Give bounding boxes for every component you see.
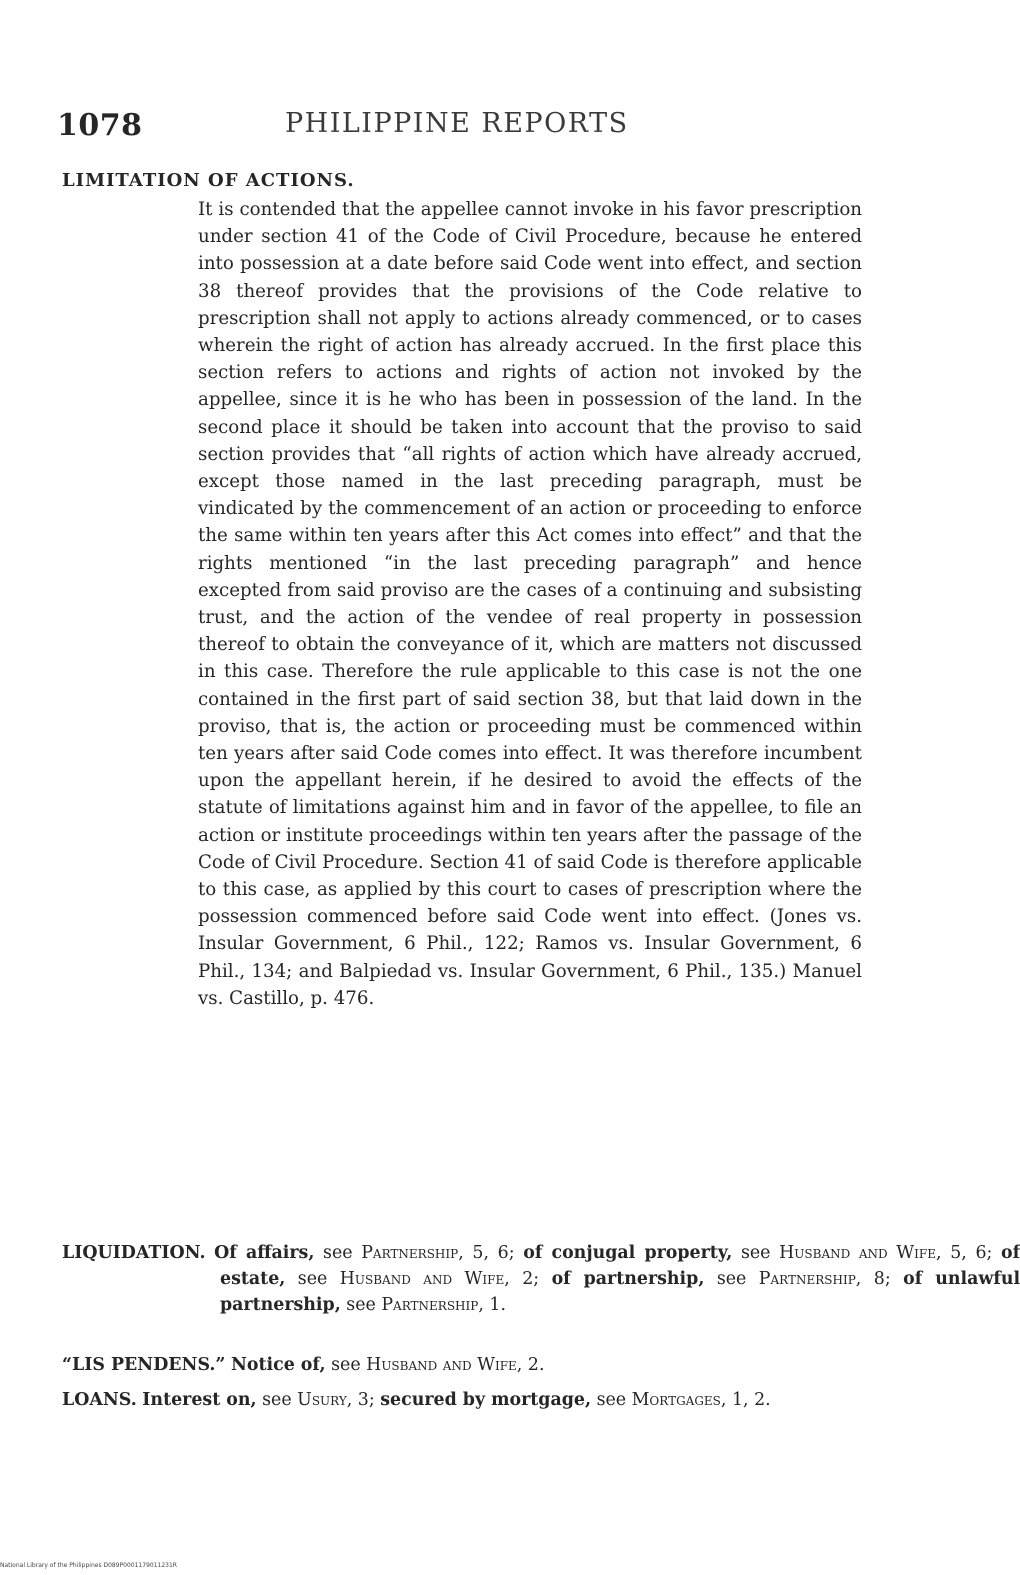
- reference-number: 5, 6;: [950, 1243, 993, 1263]
- see-word: see: [716, 1269, 747, 1289]
- reference-number: 2.: [527, 1355, 545, 1375]
- see-word: see: [596, 1390, 627, 1410]
- limitation-paragraph: It is contended that the appellee cannot invoke in his favor prescription under section 41 of the Code of Civil Procedure, because he entered into possession at a date before said Code went into effect, and section 38 thereof provides that the provisions of the Code relative to prescription shall not apply to actions already commenced, or to cases wherein the right of action has already accrued. In the first place this section refers to actions and rights of action not invoked by the appellee, since it is he who has been in possession of the land. In the second place it should be taken into account that the proviso to said section provides that “all rights of action which have already accrued, except those named in the last preceding paragraph, must be vindicated by the commencement of an action or proceeding to enforce the same within ten years after this Act comes into effect” and that the rights mentioned “in the last preceding paragraph” and hence excepted from said proviso are the cases of a continuing and subsisting trust, and the action of the vendee of real property in possession thereof to obtain the conveyance of it, which are matters not discussed in this case. Therefore the rule applicable to this case is not the one contained in the first part of said section 38, but that laid down in the proviso, that is, the action or proceeding must be commenced within ten years after said Code comes into effect. It was therefore incumbent upon the appellant herein, if he desired to avoid the effects of the statute of limitations against him and in favor of the appellee, to file an action or institute proceedings within ten years after the passage of the Code of Civil Procedure. Section 41 of said Code is therefore applicable to this case, as applied by this court to cases of prescription where the possession commenced before said Code went into effect. (Jones vs. Insular Government, 6 Phil., 122; Ramos vs. Insular Government, 6 Phil., 134; and Balpiedad vs. Insular Government, 6 Phil., 135.) Manuel vs. Castillo, p. 476.: [198, 199, 862, 1009]
- subentry: Of affairs,: [214, 1243, 315, 1263]
- subentry: of unlawful partnership,: [220, 1269, 1020, 1315]
- subentry: of conjugal property,: [523, 1243, 733, 1263]
- see-word: see: [323, 1243, 353, 1263]
- entry-heading-lis-pendens: “LIS PENDENS.”: [62, 1355, 226, 1375]
- running-title: PHILIPPINE REPORTS: [285, 108, 629, 139]
- subentry: of estate,: [220, 1243, 1020, 1289]
- scan-credit: National Library of the Philippines D089P0001179011231R: [0, 1562, 177, 1569]
- reference-number: 2;: [522, 1269, 540, 1289]
- page-number: 1078: [57, 108, 143, 143]
- entry-loans: [27, 1387, 985, 1413]
- reference-number: 8;: [873, 1269, 891, 1289]
- see-word: see: [262, 1390, 292, 1410]
- subentry: Notice of,: [230, 1355, 326, 1375]
- cross-reference: Usury,: [297, 1390, 353, 1410]
- cross-reference: Partnership,: [381, 1295, 484, 1315]
- see-word: see: [331, 1355, 361, 1375]
- reference-number: 1.: [489, 1295, 506, 1315]
- cross-reference: Mortgages,: [631, 1390, 727, 1410]
- reference-number: 3;: [357, 1390, 375, 1410]
- entry-liquidation: [62, 1240, 1020, 1318]
- entry-heading-limitation: LIMITATION OF ACTIONS.: [62, 170, 355, 191]
- cross-reference: Husband and Wife,: [339, 1269, 510, 1289]
- see-word: see: [297, 1269, 328, 1289]
- subentry: of partnership,: [551, 1269, 705, 1289]
- entry-heading-liquidation: LIQUIDATION.: [62, 1243, 206, 1263]
- reference-number: 5, 6;: [472, 1243, 515, 1263]
- entry-lis-pendens: [62, 1352, 862, 1378]
- cross-reference: Husband and Wife,: [779, 1243, 942, 1263]
- entry-heading-loans: LOANS.: [62, 1390, 137, 1410]
- see-word: see: [740, 1243, 771, 1263]
- reference-number: 1, 2.: [731, 1390, 771, 1410]
- subentry: secured by mortgage,: [380, 1390, 592, 1410]
- cross-reference: Partnership,: [758, 1269, 862, 1289]
- cross-reference: Husband and Wife,: [366, 1355, 523, 1375]
- subentry: Interest on,: [142, 1390, 257, 1410]
- see-word: see: [346, 1295, 376, 1315]
- cross-reference: Partnership,: [361, 1243, 464, 1263]
